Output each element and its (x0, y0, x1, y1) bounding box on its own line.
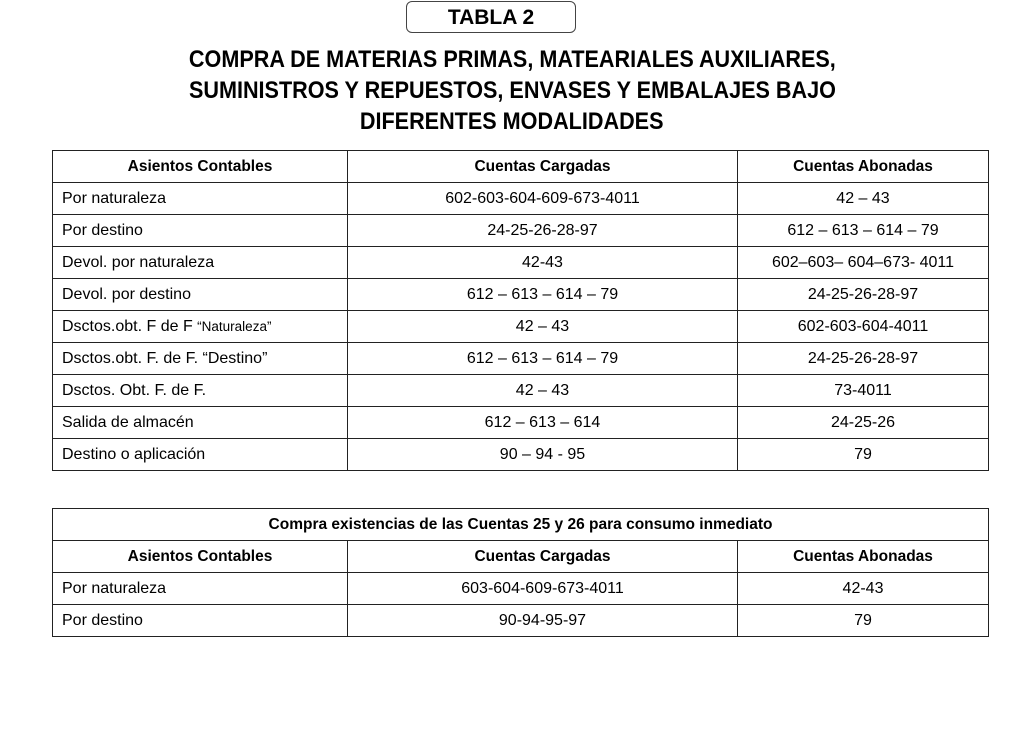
column-header: Cuentas Cargadas (348, 541, 738, 573)
table-row (53, 605, 989, 637)
table-cell (738, 215, 989, 247)
table-cell (53, 375, 348, 407)
cell-text: Destino o aplicación (62, 445, 206, 463)
cell-text: Por destino (62, 221, 143, 239)
table-cell (53, 573, 348, 605)
table-row (53, 439, 989, 471)
table-cell (53, 605, 348, 637)
cell-text: 79 (854, 445, 872, 463)
column-header: Cuentas Abonadas (738, 151, 989, 183)
table-cell (738, 311, 989, 343)
table-cell (738, 247, 989, 279)
table-cell (738, 279, 989, 311)
cell-text: Por naturaleza (62, 579, 167, 597)
cell-text: 612 – 613 – 614 (484, 413, 601, 431)
immediate-consumption-table (52, 508, 989, 637)
cell-text: 90 – 94 - 95 (499, 445, 586, 463)
title-line: DIFERENTES MODALIDADES (360, 108, 664, 135)
table-cell (348, 605, 738, 637)
table-row (53, 247, 989, 279)
table-cell (53, 439, 348, 471)
cell-text: 603-604-609-673-4011 (461, 579, 624, 597)
title-line: COMPRA DE MATERIAS PRIMAS, MATEARIALES AUXILIARES, (188, 46, 836, 73)
table-row (53, 311, 989, 343)
table-cell (53, 311, 348, 343)
cell-text: 73-4011 (834, 381, 892, 399)
cell-text: 612 – 613 – 614 – 79 (787, 221, 939, 239)
cell-text: 24-25-26-28-97 (487, 221, 598, 239)
table-cell (348, 183, 738, 215)
column-header: Asientos Contables (53, 541, 348, 573)
accounting-table (52, 150, 989, 471)
table-cell (348, 407, 738, 439)
table-cell (738, 343, 989, 375)
table-cell (348, 375, 738, 407)
cell-text: Por naturaleza (62, 189, 167, 207)
cell-text: 602-603-604-4011 (797, 317, 929, 335)
table-row (53, 215, 989, 247)
cell-text: 42 – 43 (515, 381, 570, 399)
cell-text: Devol. por naturaleza (62, 253, 215, 271)
table-cell (738, 183, 989, 215)
cell-text: 612 – 613 – 614 – 79 (466, 285, 619, 303)
cell-text: 602–603– 604–673- 4011 (771, 253, 955, 271)
table-row (53, 279, 989, 311)
table-cell (738, 375, 989, 407)
column-header: Cuentas Abonadas (738, 541, 989, 573)
table-caption: Compra existencias de las Cuentas 25 y 26 para consumo inmediato (53, 509, 989, 541)
cell-text: 42-43 (522, 253, 563, 271)
cell-text: 612 – 613 – 614 – 79 (466, 349, 619, 367)
cell-text: 90-94-95-97 (498, 611, 587, 629)
table-cell (738, 439, 989, 471)
table-cell (348, 343, 738, 375)
cell-text: Dsctos. Obt. F. de F. (62, 381, 207, 399)
cell-text: Salida de almacén (62, 413, 194, 431)
cell-text: 42-43 (842, 579, 884, 597)
cell-text: 42 – 43 (836, 189, 890, 207)
cell-text: Devol. por destino (62, 285, 191, 303)
header-row (53, 151, 989, 183)
table-cell (348, 215, 738, 247)
table-cell (348, 279, 738, 311)
cell-text: Dsctos.obt. F. de F. “Destino” (62, 349, 268, 367)
table-cell (348, 573, 738, 605)
table-cell (738, 407, 989, 439)
table-cell (53, 183, 348, 215)
table-cell (53, 279, 348, 311)
cell-text: 79 (854, 611, 872, 629)
table-row (53, 343, 989, 375)
page-title (0, 44, 1024, 137)
table-label: TABLA 2 (406, 1, 576, 33)
header-row (53, 541, 989, 573)
cell-text-suffix: “Naturaleza” (197, 318, 272, 334)
table-cell (348, 311, 738, 343)
table-row (53, 183, 989, 215)
cell-text: 24-25-26 (830, 413, 896, 431)
table-cell (738, 573, 989, 605)
table-cell (348, 439, 738, 471)
table-cell (53, 247, 348, 279)
column-header: Cuentas Cargadas (348, 151, 738, 183)
cell-text: 24-25-26-28-97 (807, 349, 919, 367)
table-row (53, 573, 989, 605)
table-row (53, 407, 989, 439)
cell-text: 602-603-604-609-673-4011 (445, 189, 640, 207)
cell-text: 42 – 43 (515, 317, 570, 335)
column-header: Asientos Contables (53, 151, 348, 183)
table-cell (738, 605, 989, 637)
table-cell (348, 247, 738, 279)
caption-row (53, 509, 989, 541)
table-cell (53, 343, 348, 375)
table-row (53, 375, 989, 407)
table-cell (53, 215, 348, 247)
cell-text: Por destino (62, 611, 143, 629)
table-cell (53, 407, 348, 439)
title-line: SUMINISTROS Y REPUESTOS, ENVASES Y EMBALAJES BAJO (188, 77, 836, 104)
cell-text: 24-25-26-28-97 (807, 285, 919, 303)
cell-text: Dsctos.obt. F de F (62, 317, 193, 335)
